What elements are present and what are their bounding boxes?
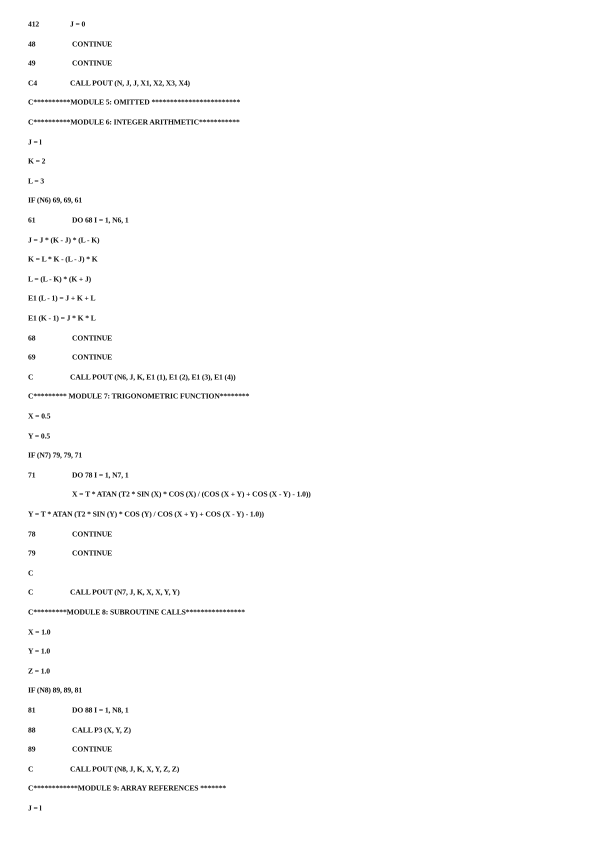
statement-text: CALL POUT (N, J, J, X1, X2, X3, X4) — [70, 78, 190, 88]
statement-text: IF (N8) 89, 89, 81 — [28, 686, 83, 695]
statement-text: CALL POUT (N8, J, K, X, Y, Z, Z) — [70, 764, 180, 774]
statement-text: CONTINUE — [72, 529, 113, 539]
statement-text: J = l — [28, 137, 42, 147]
statement-label: C — [28, 372, 34, 382]
statement-text: E1 (L - 1) = J + K + L — [28, 294, 96, 303]
statement-label: 79 — [28, 549, 36, 558]
statement-label: 78 — [28, 529, 36, 539]
statement-label: C4 — [28, 78, 38, 88]
statement-text: C********* MODULE 7: TRIGONOMETRIC FUNCTION******** — [28, 392, 250, 401]
statement-text: J = J * (K - J) * (L - K) — [28, 235, 100, 245]
statement-label: 88 — [28, 725, 36, 735]
statement-label: C — [28, 764, 34, 774]
statement-text: X = T * ATAN (T2 * SIN (X) * COS (X) / (COS (X + Y) + COS (X - Y) - 1.0)) — [72, 490, 311, 499]
statement-text: IF (N7) 79, 79, 71 — [28, 451, 83, 460]
statement-text: CALL P3 (X, Y, Z) — [72, 725, 131, 735]
statement-text: C**********MODULE 6: INTEGER ARITHMETIC*********** — [28, 117, 240, 127]
statement-label: 68 — [28, 333, 36, 343]
statement-label: 49 — [28, 59, 36, 68]
statement-label: 48 — [28, 39, 36, 49]
statement-text: CONTINUE — [72, 745, 113, 754]
statement-text: X = 1.0 — [28, 627, 51, 637]
statement-text: Y = 1.0 — [28, 647, 51, 656]
statement-text: CALL POUT (N7, J, K, X, X, Y, Y) — [70, 588, 180, 597]
statement-text: DO 68 I = 1, N6, 1 — [72, 215, 129, 225]
statement-text: X = 0.5 — [28, 411, 51, 421]
statement-text: Y = T * ATAN (T2 * SIN (Y) * COS (Y) / COS (X + Y) + COS (X - Y) - 1.0)) — [28, 509, 264, 519]
statement-text: L = 3 — [28, 176, 45, 186]
statement-text: CALL POUT (N6, J, K, E1 (1), E1 (2), E1 (3), E1 (4)) — [70, 372, 236, 382]
statement-text: Y = 0.5 — [28, 431, 51, 441]
statement-text: DO 88 I = 1, N8, 1 — [72, 705, 129, 715]
statement-text: IF (N6) 69, 69, 61 — [28, 196, 83, 205]
statement-text: C**********MODULE 5: OMITTED ************************ — [28, 98, 241, 107]
statement-text: J = l — [28, 803, 42, 813]
statement-label: 61 — [28, 215, 36, 225]
statement-text: K = 2 — [28, 157, 46, 166]
statement-text: DO 78 I = 1, N7, 1 — [72, 470, 129, 480]
statement-label: C — [28, 568, 34, 578]
statement-label: 71 — [28, 470, 36, 480]
statement-text: CONTINUE — [72, 59, 113, 68]
statement-text: C*********MODULE 8: SUBROUTINE CALLS**************** — [28, 607, 245, 617]
statement-text: CONTINUE — [72, 353, 113, 362]
statement-text: C************MODULE 9: ARRAY REFERENCES ******* — [28, 784, 227, 793]
statement-text: Z = 1.0 — [28, 666, 50, 676]
statement-text: E1 (K - 1) = J * K * L — [28, 313, 96, 323]
statement-text: CONTINUE — [72, 333, 113, 343]
statement-text: J = 0 — [70, 19, 86, 29]
statement-label: 412 — [28, 19, 40, 29]
statement-label: C — [28, 588, 34, 597]
statement-text: CONTINUE — [72, 549, 113, 558]
statement-text: CONTINUE — [72, 39, 113, 49]
statement-text: K = L * K - (L - J) * K — [28, 255, 98, 264]
statement-label: 81 — [28, 705, 36, 715]
statement-text: L = (L - K) * (K + J) — [28, 274, 92, 284]
statement-label: 69 — [28, 353, 36, 362]
statement-label: 89 — [28, 745, 36, 754]
